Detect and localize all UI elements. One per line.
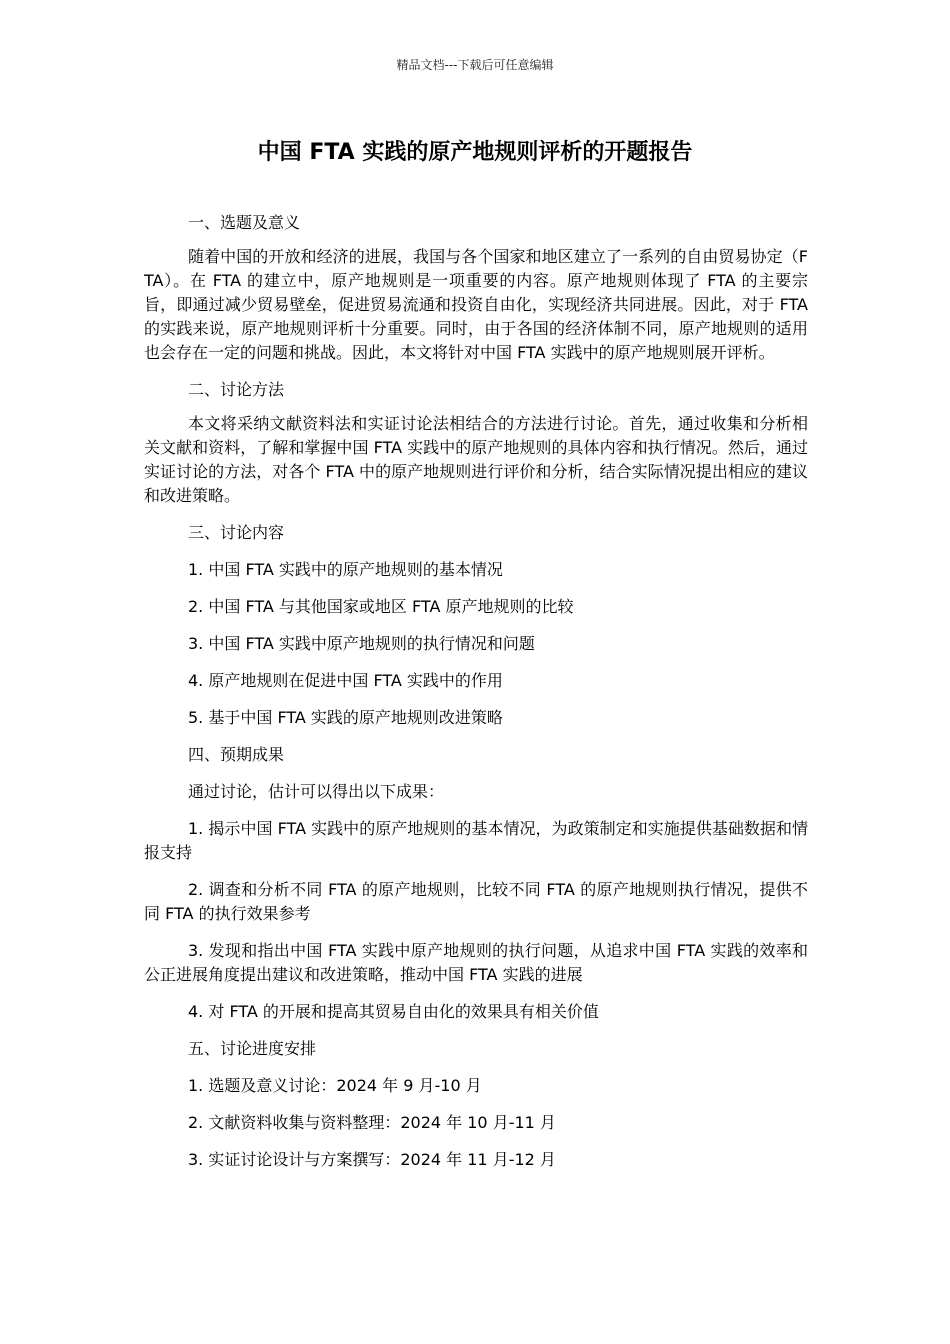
section-1-heading: 一、选题及意义 xyxy=(188,213,301,232)
section-3-item: 2. 中国 FTA 与其他国家或地区 FTA 原产地规则的比较 xyxy=(188,597,574,616)
document-body xyxy=(144,211,808,1185)
section-3-heading: 三、讨论内容 xyxy=(188,523,285,542)
section-4-item: 1. 揭示中国 FTA 实践中的原产地规则的基本情况，为政策制定和实施提供基础数据和情报支持 xyxy=(144,819,808,862)
section-4-item: 2. 调查和分析不同 FTA 的原产地规则，比较不同 FTA 的原产地规则执行情况，提供不同 FTA 的执行效果参考 xyxy=(144,880,808,923)
section-4-heading: 四、预期成果 xyxy=(188,745,285,764)
section-4-item: 3. 发现和指出中国 FTA 实践中原产地规则的执行问题，从追求中国 FTA 实践的效率和公正进展角度提出建议和改进策略，推动中国 FTA 实践的进展 xyxy=(144,941,808,984)
section-2-paragraph: 本文将采纳文献资料法和实证讨论法相结合的方法进行讨论。首先，通过收集和分析相关文献和资料，了解和掌握中国 FTA 实践中的原产地规则的具体内容和执行情况。然后，通过实证讨论的方法，对各个 FTA 中的原产地规则进行评价和分析，结合实际情况提出相应的建议和改进策略。 xyxy=(144,414,808,505)
section-1-paragraph: 随着中国的开放和经济的进展，我国与各个国家和地区建立了一系列的自由贸易协定（FTA）。在 FTA 的建立中，原产地规则是一项重要的内容。原产地规则体现了 FTA 的主要宗旨，即通过减少贸易壁垒，促进贸易流通和投资自由化，实现经济共同进展。因此，对于 FTA 的实践来说，原产地规则评析十分重要。同时，由于各国的经济体制不同，原产地规则的适用也会存在一定的问题和挑战。因此，本文将针对中国 FTA 实践中的原产地规则展开评析。 xyxy=(144,247,808,362)
document-title: 中国 FTA 实践的原产地规则评析的开题报告 xyxy=(257,140,693,165)
section-3-item: 5. 基于中国 FTA 实践的原产地规则改进策略 xyxy=(188,708,503,727)
section-4-item: 4. 对 FTA 的开展和提高其贸易自由化的效果具有相关价值 xyxy=(188,1002,599,1021)
section-4-intro: 通过讨论，估计可以得出以下成果： xyxy=(188,782,445,801)
section-5-item: 3. 实证讨论设计与方案撰写：2024 年 11 月-12 月 xyxy=(188,1150,556,1169)
section-3-item: 3. 中国 FTA 实践中原产地规则的执行情况和问题 xyxy=(188,634,535,653)
section-5-item: 1. 选题及意义讨论：2024 年 9 月-10 月 xyxy=(188,1076,482,1095)
section-3-item: 1. 中国 FTA 实践中的原产地规则的基本情况 xyxy=(188,560,503,579)
page-header-note: 精品文档---下载后可任意编辑 xyxy=(396,58,554,72)
section-2-heading: 二、讨论方法 xyxy=(188,380,285,399)
section-5-item: 2. 文献资料收集与资料整理：2024 年 10 月-11 月 xyxy=(188,1113,556,1132)
section-3-item: 4. 原产地规则在促进中国 FTA 实践中的作用 xyxy=(188,671,503,690)
section-5-heading: 五、讨论进度安排 xyxy=(188,1039,317,1058)
